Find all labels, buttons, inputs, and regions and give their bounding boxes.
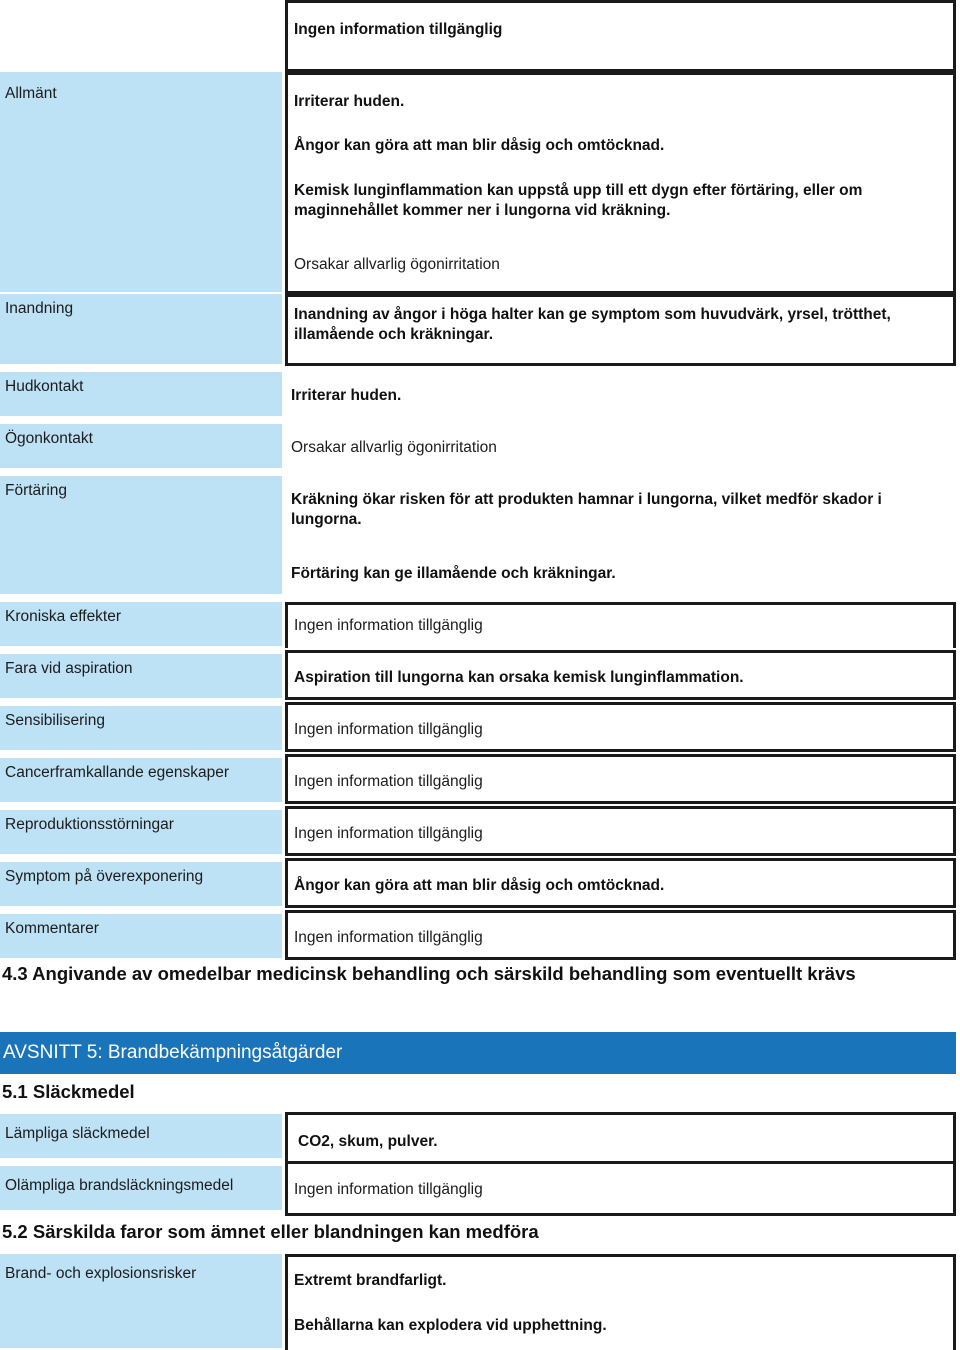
row-value-olampliga <box>285 1164 956 1216</box>
aspiration-line-1: Aspiration till lungorna kan orsaka kemisk lunginflammation. <box>294 669 744 686</box>
row-label-ogonkontakt: Ögonkontakt <box>0 424 282 470</box>
allmant-line-1: Irriterar huden. <box>294 93 405 110</box>
row-value-cancer <box>285 754 956 804</box>
row-label-lampliga: Lämpliga släckmedel <box>0 1114 282 1160</box>
ogonkontakt-line-1: Orsakar allvarlig ögonirritation <box>291 439 497 456</box>
row-label-sensibilisering: Sensibilisering <box>0 706 282 752</box>
section-5-title: AVSNITT 5: Brandbekämpningsåtgärder <box>0 1032 956 1074</box>
row-value-ogonkontakt <box>285 424 956 470</box>
row-label-cancer: Cancerframkallande egenskaper <box>0 758 282 804</box>
allmant-line-2: Ångor kan göra att man blir dåsig och omtöcknad. <box>294 137 665 154</box>
sensibilisering-line-1: Ingen information tillgänglig <box>294 721 483 738</box>
allmant-line-4: Orsakar allvarlig ögonirritation <box>294 256 500 273</box>
row-value-aspiration <box>285 650 956 700</box>
row-label-hudkontakt: Hudkontakt <box>0 372 282 418</box>
row-value-symptom <box>285 858 956 908</box>
row-label-fortaring: Förtäring <box>0 476 282 596</box>
brandrisker-line-1: Extremt brandfarligt. <box>294 1272 447 1289</box>
heading-4-3: 4.3 Angivande av omedelbar medicinsk behandling och särskild behandling som eventuellt krävs <box>2 963 856 984</box>
heading-5-2: 5.2 Särskilda faror som ämnet eller blandningen kan medföra <box>2 1221 539 1242</box>
kroniska-line-1: Ingen information tillgänglig <box>294 617 483 634</box>
row-value-reproduktion <box>285 806 956 856</box>
heading-5-1: 5.1 Släckmedel <box>2 1081 135 1102</box>
row-label-symptom: Symptom på överexponering <box>0 862 282 908</box>
row-value-kommentarer <box>285 910 956 960</box>
cancer-line-1: Ingen information tillgänglig <box>294 773 483 790</box>
row-label-allmant: Allmänt <box>0 72 282 294</box>
top-value-text: Ingen information tillgänglig <box>294 21 503 38</box>
olampliga-value: Ingen information tillgänglig <box>294 1181 483 1198</box>
row-label-brandrisker: Brand- och explosionsrisker <box>0 1254 282 1350</box>
lampliga-value: CO2, skum, pulver. <box>298 1133 438 1150</box>
row-label-reproduktion: Reproduktionsstörningar <box>0 810 282 856</box>
row-label-kommentarer: Kommentarer <box>0 914 282 960</box>
row-value-hudkontakt <box>285 372 956 418</box>
row-value-sensibilisering <box>285 702 956 752</box>
brandrisker-line-2: Behållarna kan explodera vid upphettning. <box>294 1317 607 1334</box>
row-value-brandrisker <box>285 1254 956 1350</box>
fortaring-line-2: Förtäring kan ge illamående och kräkningar. <box>291 565 616 582</box>
symptom-line-1: Ångor kan göra att man blir dåsig och omtöcknad. <box>294 877 665 894</box>
top-value-cell <box>285 0 956 72</box>
row-label-olampliga: Olämpliga brandsläckningsmedel <box>0 1166 282 1212</box>
inandning-line-1: Inandning av ångor i höga halter kan ge symptom som huvudvärk, yrsel, trötthet, illamående och kräkningar. <box>294 306 891 343</box>
kommentarer-line-1: Ingen information tillgänglig <box>294 929 483 946</box>
row-value-allmant <box>285 72 956 294</box>
row-label-aspiration: Fara vid aspiration <box>0 654 282 700</box>
row-value-kroniska <box>285 602 956 648</box>
hudkontakt-line-1: Irriterar huden. <box>291 387 402 404</box>
allmant-line-3: Kemisk lunginflammation kan uppstå upp till ett dygn efter förtäring, eller om maginnehållet kommer ner i lungorna vid kräkning. <box>294 182 863 219</box>
row-label-inandning: Inandning <box>0 294 282 366</box>
reproduktion-line-1: Ingen information tillgänglig <box>294 825 483 842</box>
fortaring-line-1: Kräkning ökar risken för att produkten hamnar i lungorna, vilket medför skador i lungorna. <box>291 491 882 528</box>
row-value-fortaring <box>285 476 956 596</box>
row-value-inandning <box>285 294 956 366</box>
row-value-lampliga <box>285 1112 956 1164</box>
row-label-kroniska: Kroniska effekter <box>0 602 282 648</box>
